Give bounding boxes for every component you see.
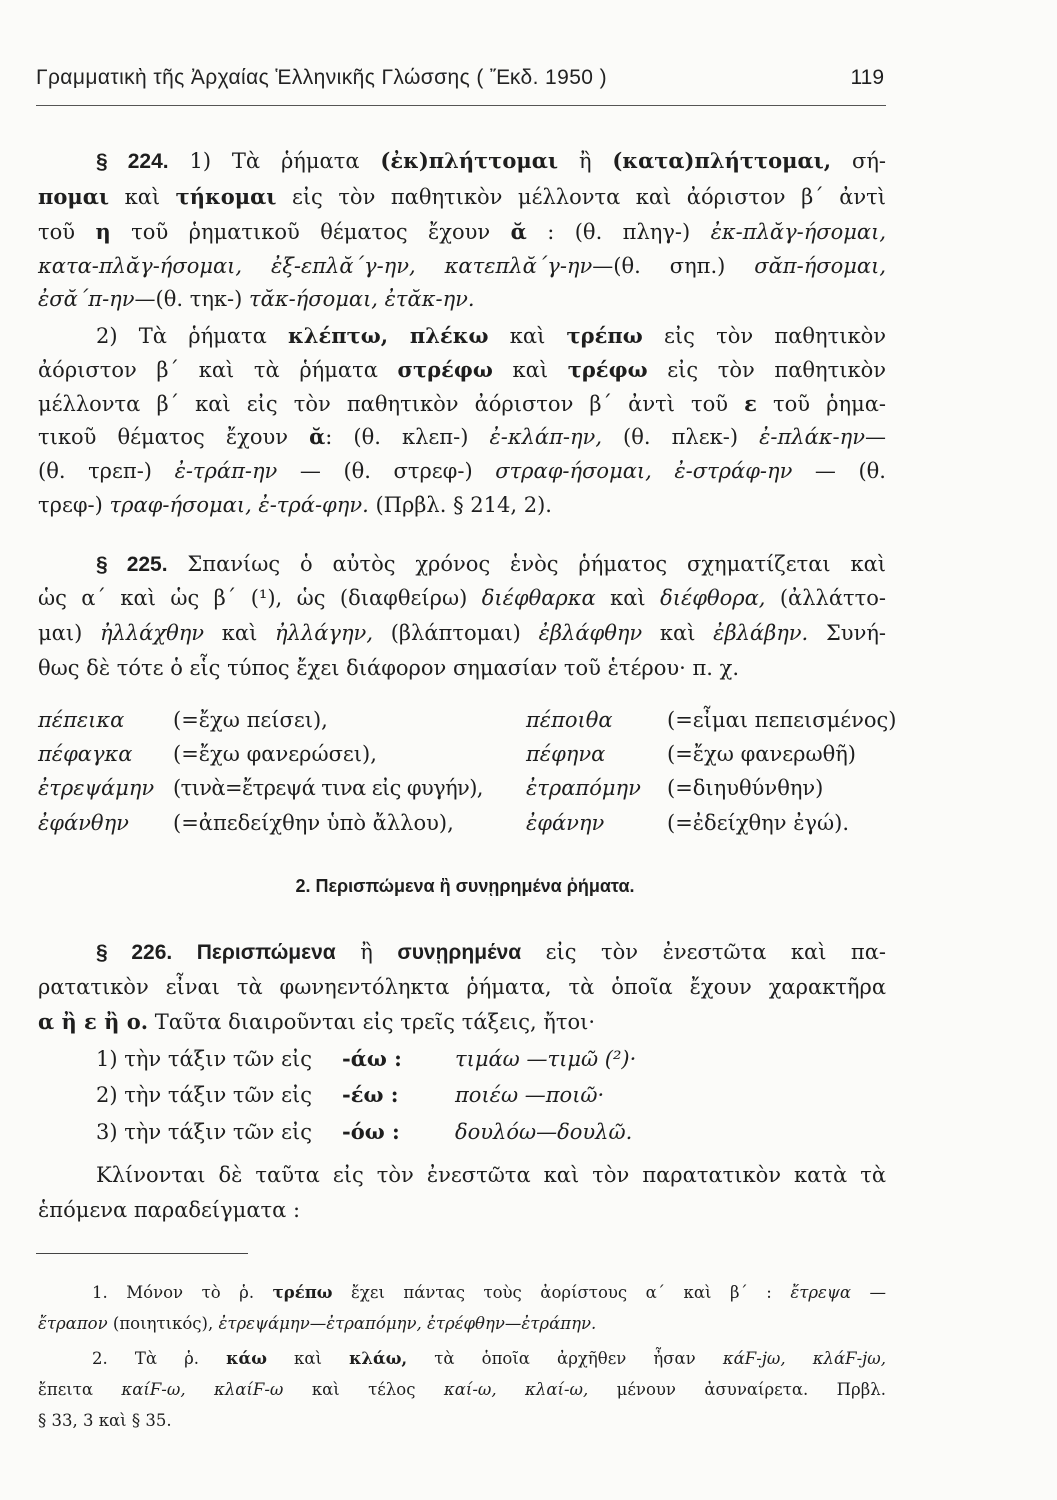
sec224-p2-line-3: μέλλοντα β΄ καὶ εἰς τὸν παθητικὸν ἀόριστον β΄ ἀντὶ τοῦ ε τοῦ ῥημα- [38,391,886,416]
pair-left-gloss: (=ἔχω πείσει), [173,708,328,732]
footnote-2-line-2: ἔπειτα καίϜ-ω, κλαίϜ-ω καὶ τέλος καί-ω, κλαί-ω, μένουν ἀσυναίρετα. Πρβλ. [38,1380,886,1399]
class-label: 1) τὴν τάξιν τῶν εἰς [96,1047,312,1071]
pair-left-word: πέπεικα [38,708,125,732]
sec226-closing-line-2: ἑπόμενα παραδείγματα : [38,1198,301,1222]
pair-right-gloss: (=διηυθύνθην) [667,776,824,800]
class-ending: -όω : [342,1119,400,1144]
sec224-line-2: πομαι καὶ τήκομαι εἰς τὸν παθητικὸν μέλλοντα καὶ ἀόριστον β΄ ἀντὶ [38,184,886,209]
pair-right-gloss: (=εἶμαι πεπεισμένος) [667,708,897,732]
sec226-line-1: § 226. Περισπώμενα ἢ συνῃρημένα εἰς τὸν ἐνεστῶτα καὶ πα- [96,940,887,964]
pair-right-gloss: (=ἐδείχθην ἐγώ). [667,811,850,835]
sec225-line-4: θως δὲ τότε ὁ εἷς τύπος ἔχει διάφορον σημασίαν τοῦ ἑτέρου· π. χ. [38,656,740,680]
footnote-1-line-2: ἔτραπον (ποιητικός), ἐτρεψάμην—ἐτραπόμην, ἐτρέφθην—ἐτράπην. [38,1314,597,1333]
page-number: 119 [850,66,884,89]
sec225-line-1: § 225. Σπανίως ὁ αὐτὸς χρόνος ἑνὸς ῥήματος σχηματίζεται καὶ [96,552,886,576]
footnote-2-line-3: § 33, 3 καὶ § 35. [38,1411,172,1430]
pair-left-gloss: (=ἀπεδείχθην ὑπὸ ἄλλου), [173,811,454,835]
sec224-p2-line-4: τικοῦ θέματος ἔχουν ᾰ: (θ. κλεπ-) ἐ-κλάπ-ην, (θ. πλεκ-) ἐ-πλάκ-ην— [38,424,886,449]
pair-left-word: πέφαγκα [38,742,133,766]
sec225-line-3: μαι) ἠλλάχθην καὶ ἠλλάγην, (βλάπτομαι) ἐβλάφθην καὶ ἐβλάβην. Συνή- [38,621,887,645]
sec224-line-4: κατα-πλᾰγ-ήσομαι, ἐξ-επλᾰ΄γ-ην, κατεπλᾰ΄γ-ην—(θ. σηπ.) σᾰπ-ήσομαι, [38,254,886,278]
sec224-line-3: τοῦ η τοῦ ῥηματικοῦ θέματος ἔχουν ᾰ : (θ. πληγ-) ἐκ-πλᾰγ-ήσομαι, [38,219,887,244]
class-example: τιμάω —τιμῶ (²)· [455,1047,637,1071]
pair-right-word: πέποιθα [526,708,613,732]
pair-right-word: ἐφάνην [526,811,605,835]
footnote-rule [36,1253,248,1254]
running-title: Γραμματικὴ τῆς Ἀρχαίας Ἑλληνικῆς Γλώσσης ( Ἔκδ. 1950 ) [36,66,608,89]
pair-left-word: ἐφάνθην [38,811,129,835]
footnote-1-line-1: 1. Μόνον τὸ ῥ. τρέπω ἔχει πάντας τοὺς ἀορίστους α΄ καὶ β΄ : ἔτρεψα — [92,1283,886,1302]
class-ending: -έω : [342,1082,399,1107]
class-example: δουλόω—δουλῶ. [455,1120,633,1144]
pair-right-word: πέφηνα [526,742,606,766]
sec225-number: § 225. [96,553,168,576]
sec224-p2-line-2: ἀόριστον β΄ καὶ τὰ ῥήματα στρέφω καὶ τρέφω εἰς τὸν παθητικὸν [38,357,886,382]
sec226-line-3: α ἢ ε ἢ ο. Ταῦτα διαιροῦνται εἰς τρεῖς τάξεις, ἤτοι· [38,1009,596,1034]
pair-left-word: ἐτρεψάμην [38,776,155,800]
sec224-p2-line-6: τρεφ-) τραφ-ήσομαι, ἐ-τρά-φην. (Πρβλ. § 214, 2). [38,493,552,517]
sec225-line-2: ὡς α΄ καὶ ὡς β΄ (¹), ὡς (διαφθείρω) διέφθαρκα καὶ διέφθορα, (ἀλλάττο- [38,586,887,610]
sec224-p2-line-5: (θ. τρεπ-) ἐ-τράπ-ην — (θ. στρεφ-) στραφ-ήσομαι, ἐ-στράφ-ην — (θ. [38,459,886,483]
pair-right-gloss: (=ἔχω φανερωθῆ) [667,742,856,766]
class-label: 3) τὴν τάξιν τῶν εἰς [96,1120,312,1144]
sec224-p2-line-1: 2) Τὰ ῥήματα κλέπτω, πλέκω καὶ τρέπω εἰς τὸν παθητικὸν [96,323,886,348]
sec226-number: § 226. [96,941,173,964]
sec226-line-2: ρατατικὸν εἶναι τὰ φωνηεντόληκτα ῥήματα, τὰ ὁποῖα ἔχουν χαρακτῆρα [38,975,886,999]
header-rule [36,105,886,106]
footnote-2-line-1: 2. Τὰ ῥ. κάω καὶ κλάω, τὰ ὁποῖα ἀρχῆθεν ἦσαν κάϜ-jω, κλάϜ-jω, [92,1349,886,1368]
class-label: 2) τὴν τάξιν τῶν εἰς [96,1083,312,1107]
pair-left-gloss: (τινὰ=ἔτρεψά τινα εἰς φυγήν), [173,776,483,800]
sec224-line-1: § 224. 1) Τὰ ῥήματα (ἐκ)πλήττομαι ἢ (κατα)πλήττομαι, σή- [96,148,887,173]
class-example: ποιέω —ποιῶ· [455,1083,605,1107]
section-subheading: 2. Περισπώμενα ἢ συνῃρημένα ῥήματα. [295,876,635,896]
sec224-number: § 224. [96,150,169,173]
sec224-line-5: ἐσᾰ΄π-ην—(θ. τηκ-) τᾰκ-ήσομαι, ἐτᾰκ-ην. [38,287,475,311]
pair-right-word: ἐτραπόμην [526,776,641,800]
class-ending: -άω : [342,1046,402,1071]
sec226-closing-line-1: Κλίνονται δὲ ταῦτα εἰς τὸν ἐνεστῶτα καὶ τὸν παρατατικὸν κατὰ τὰ [96,1163,886,1187]
pair-left-gloss: (=ἔχω φανερώσει), [173,742,377,766]
